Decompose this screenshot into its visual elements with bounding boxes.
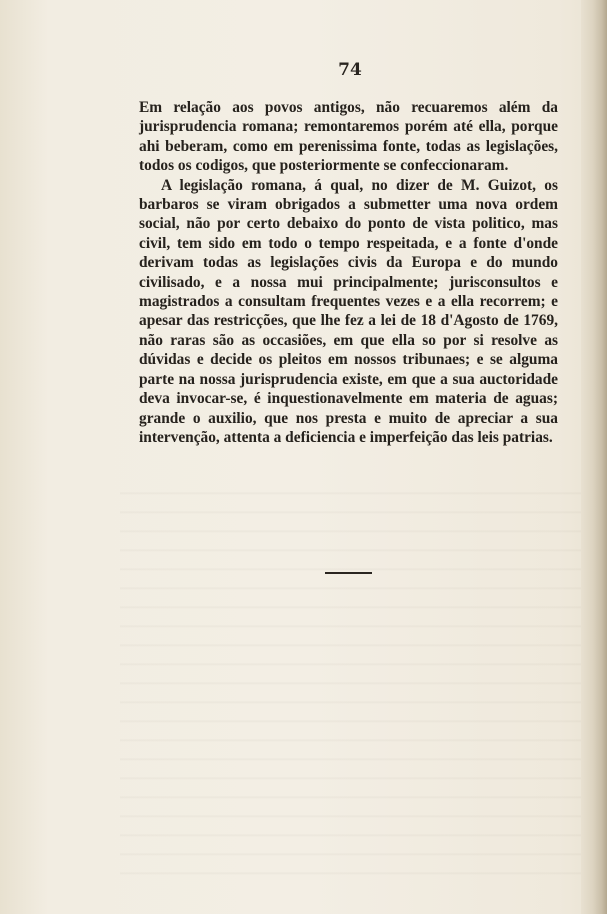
paragraph-2: A legislação romana, á qual, no dizer de M. Guizot, os barbaros se viram obrigados a submetter uma nova ordem social, não por certo debaixo do ponto de vista politico, mas civil, tem sido em todo o tempo respeitada, e a fonte d'onde derivam todas as legislações civis da Europa e do mundo civilisado, e a nossa mui principalmente; jurisconsultos e magistrados a consultam frequentes vezes e a ella recorrem; e apesar das restricções, que lhe fez a lei de 18 d'Agosto de 1769, não raras são as occasiões, em que ella so por si resolve as dúvidas e decide os pleitos em nossos tribunaes; e se alguma parte na nossa jurisprudencia existe, em que a sua auctoridade deva invocar-se, é inquestionavelmente em materia de aguas; grande o auxilio, que nos presta e muito de apreciar a sua intervenção, attenta a deficiencia e imperfeição das leis patrias.	[139, 176, 558, 446]
book-spine-shadow	[581, 0, 607, 914]
page-number: 74	[338, 60, 362, 80]
show-through-texture	[120, 480, 590, 880]
body-text	[139, 98, 558, 447]
paragraph-1: Em relação aos povos antigos, não recuaremos além da jurisprudencia romana; remontaremos porém até ella, porque ahi beberam, como em perenissima fonte, todas as legislações, todos os codigos, que posteriormente se confeccionaram.	[139, 99, 558, 175]
section-end-rule	[325, 572, 372, 574]
